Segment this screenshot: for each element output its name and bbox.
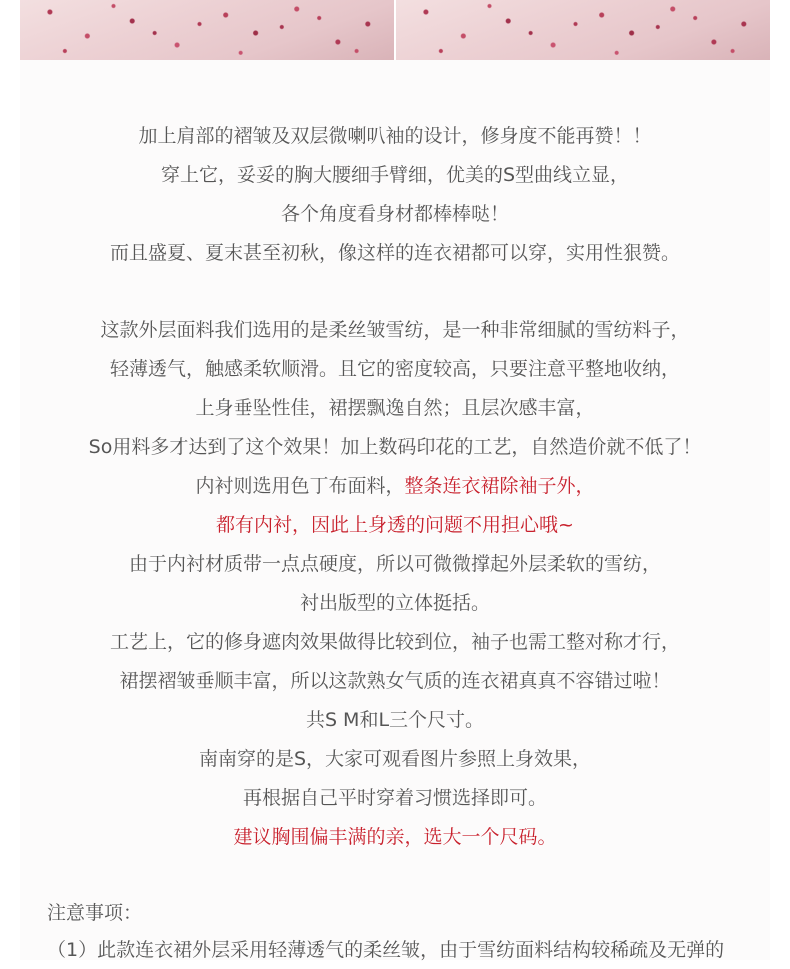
description-line: 加上肩部的褶皱及双层微喇叭袖的设计，修身度不能再赞！！: [138, 125, 652, 147]
product-photo-strip: [20, 0, 770, 60]
description-paragraph-1: [20, 117, 770, 273]
size-advice-highlight: 建议胸围偏丰满的亲，选大一个尺码。: [233, 826, 557, 848]
description-paragraph-2: [20, 311, 770, 857]
lining-text: 内衬则选用色丁布面料，: [195, 475, 405, 497]
dress-fabric-photo-right: [396, 0, 770, 60]
notes-title: 注意事项：: [47, 902, 143, 924]
description-line: 南南穿的是S，大家可观看图片参照上身效果，: [198, 748, 592, 770]
sizes-line: 共S M和L三个尺寸。: [305, 709, 485, 731]
description-line: 而且盛夏、夏末甚至初秋，像这样的连衣裙都可以穿，实用性狠赞。: [109, 242, 680, 264]
dress-fabric-photo-left: [20, 0, 394, 60]
notes-section: [47, 895, 767, 969]
description-line: 穿上它，妥妥的胸大腰细手臂细，优美的S型曲线立显，: [160, 164, 630, 186]
description-line: 轻薄透气，触感柔软顺滑。且它的密度较高，只要注意平整地收纳，: [109, 358, 680, 380]
description-line: 这款外层面料我们选用的是柔丝皱雪纺，是一种非常细腻的雪纺料子，: [100, 319, 690, 341]
lining-line: [20, 467, 770, 506]
description-line: 再根据自己平时穿着习惯选择即可。: [242, 787, 547, 809]
lining-highlight: 整条连衣裙除袖子外，: [404, 475, 595, 497]
lining-highlight-line: 都有内衬，因此上身透的问题不用担心哦~: [216, 514, 574, 536]
description-line: 工艺上，它的修身遮肉效果做得比较到位，袖子也需工整对称才行，: [109, 631, 680, 653]
description-line: 各个角度看身材都棒棒哒！: [280, 203, 509, 225]
product-description: [20, 60, 770, 960]
description-line: 衬出版型的立体挺括。: [299, 592, 490, 614]
description-line: So用料多才达到了这个效果！加上数码印花的工艺，自然造价就不低了！: [88, 436, 702, 458]
description-line: 由于内衬材质带一点点硬度，所以可微微撑起外层柔软的雪纺，: [128, 553, 661, 575]
notes-item-1: （1）此款连衣裙外层采用轻薄透气的柔丝皱，由于雪纺面料结构较稀疏及无弹的: [47, 939, 725, 961]
description-line: 裙摆褶皱垂顺丰富，所以这款熟女气质的连衣裙真真不容错过啦！: [119, 670, 671, 692]
description-line: 上身垂坠性佳，裙摆飘逸自然；且层次感丰富，: [195, 397, 595, 419]
